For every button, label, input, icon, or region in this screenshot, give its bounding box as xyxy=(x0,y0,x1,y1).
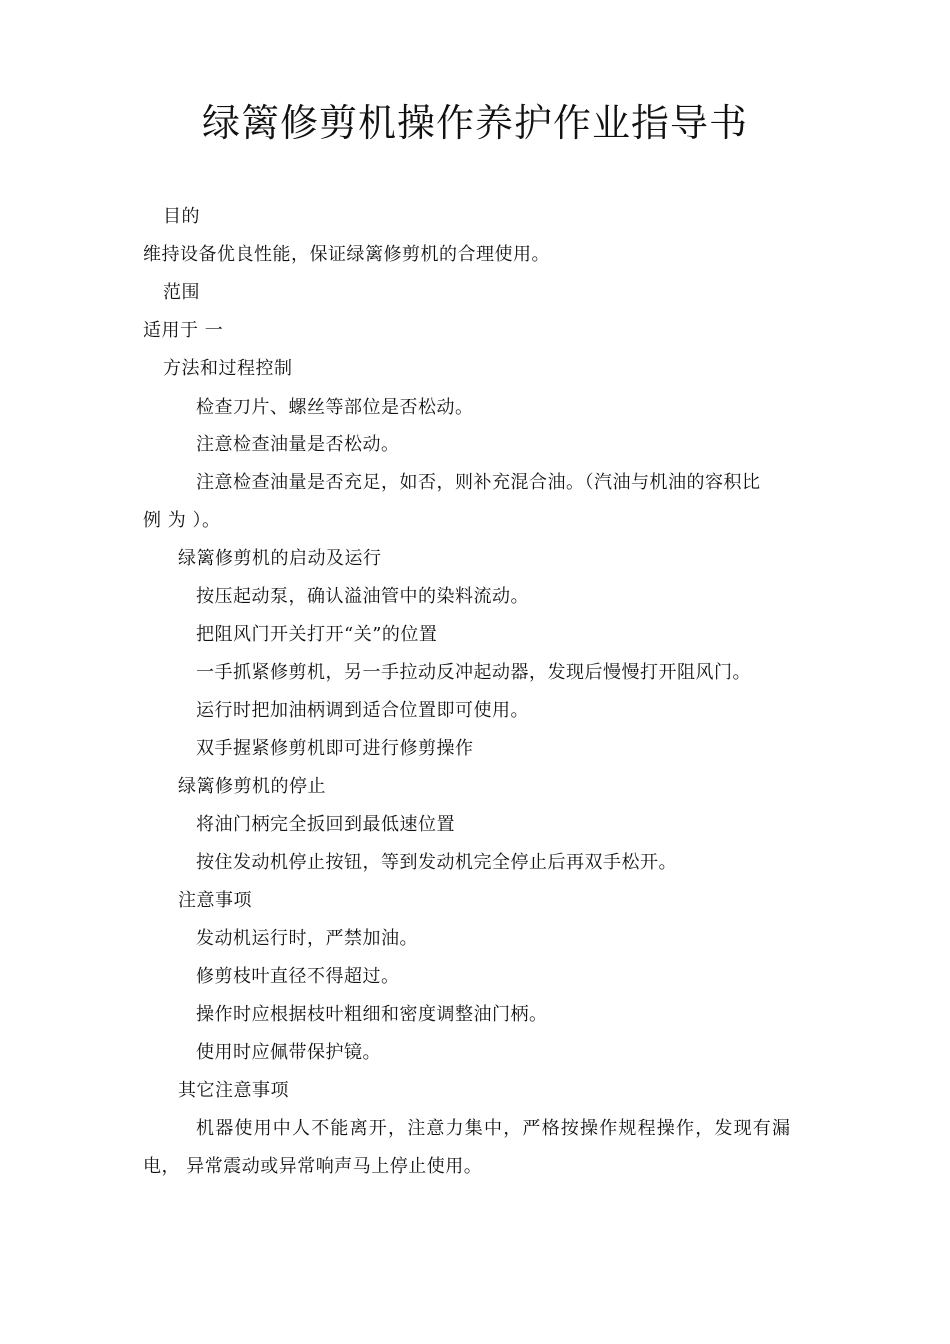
list-item: 使用时应佩带保护镜。 xyxy=(196,1042,381,1063)
list-item: 运行时把加油柄调到适合位置即可使用。 xyxy=(196,700,529,721)
list-item: 按压起动泵，确认溢油管中的染料流动。 xyxy=(196,586,529,607)
list-item: 修剪枝叶直径不得超过。 xyxy=(196,966,400,987)
subsection-heading-stop: 绿篱修剪机的停止 xyxy=(178,776,326,797)
list-item: 一手抓紧修剪机，另一手拉动反冲起动器，发现后慢慢打开阻风门。 xyxy=(196,662,751,683)
section-heading-scope: 范围 xyxy=(163,282,200,303)
list-item-continuation: 例 为 ）。 xyxy=(143,510,221,531)
list-item: 发动机运行时，严禁加油。 xyxy=(196,928,418,949)
section-heading-purpose: 目的 xyxy=(163,206,200,227)
section-heading-method: 方法和过程控制 xyxy=(163,358,293,379)
paragraph-continuation: 电， 异常震动或异常响声马上停止使用。 xyxy=(143,1156,483,1177)
subsection-heading-start: 绿篱修剪机的启动及运行 xyxy=(178,548,382,569)
list-item: 操作时应根据枝叶粗细和密度调整油门柄。 xyxy=(196,1004,548,1025)
paragraph-scope: 适用于 一 xyxy=(143,320,224,341)
list-item: 把阻风门开关打开“关”的位置 xyxy=(196,624,438,645)
list-item: 将油门柄完全扳回到最低速位置 xyxy=(196,814,455,835)
list-item: 注意检查油量是否松动。 xyxy=(196,434,400,455)
list-item: 注意检查油量是否充足，如否，则补充混合油。（汽油与机油的容积比 xyxy=(196,472,761,493)
list-item: 双手握紧修剪机即可进行修剪操作 xyxy=(196,738,474,759)
list-item: 按住发动机停止按钮，等到发动机完全停止后再双手松开。 xyxy=(196,852,677,873)
subsection-heading-other-cautions: 其它注意事项 xyxy=(178,1080,289,1101)
subsection-heading-cautions: 注意事项 xyxy=(178,890,252,911)
paragraph-purpose: 维持设备优良性能，保证绿篱修剪机的合理使用。 xyxy=(143,244,550,265)
document-title: 绿篱修剪机操作养护作业指导书 xyxy=(201,101,748,145)
list-item: 检查刀片、螺丝等部位是否松动。 xyxy=(196,397,474,418)
paragraph-other-cautions: 机器使用中人不能离开，注意力集中，严格按操作规程操作，发现有漏 xyxy=(196,1118,792,1139)
